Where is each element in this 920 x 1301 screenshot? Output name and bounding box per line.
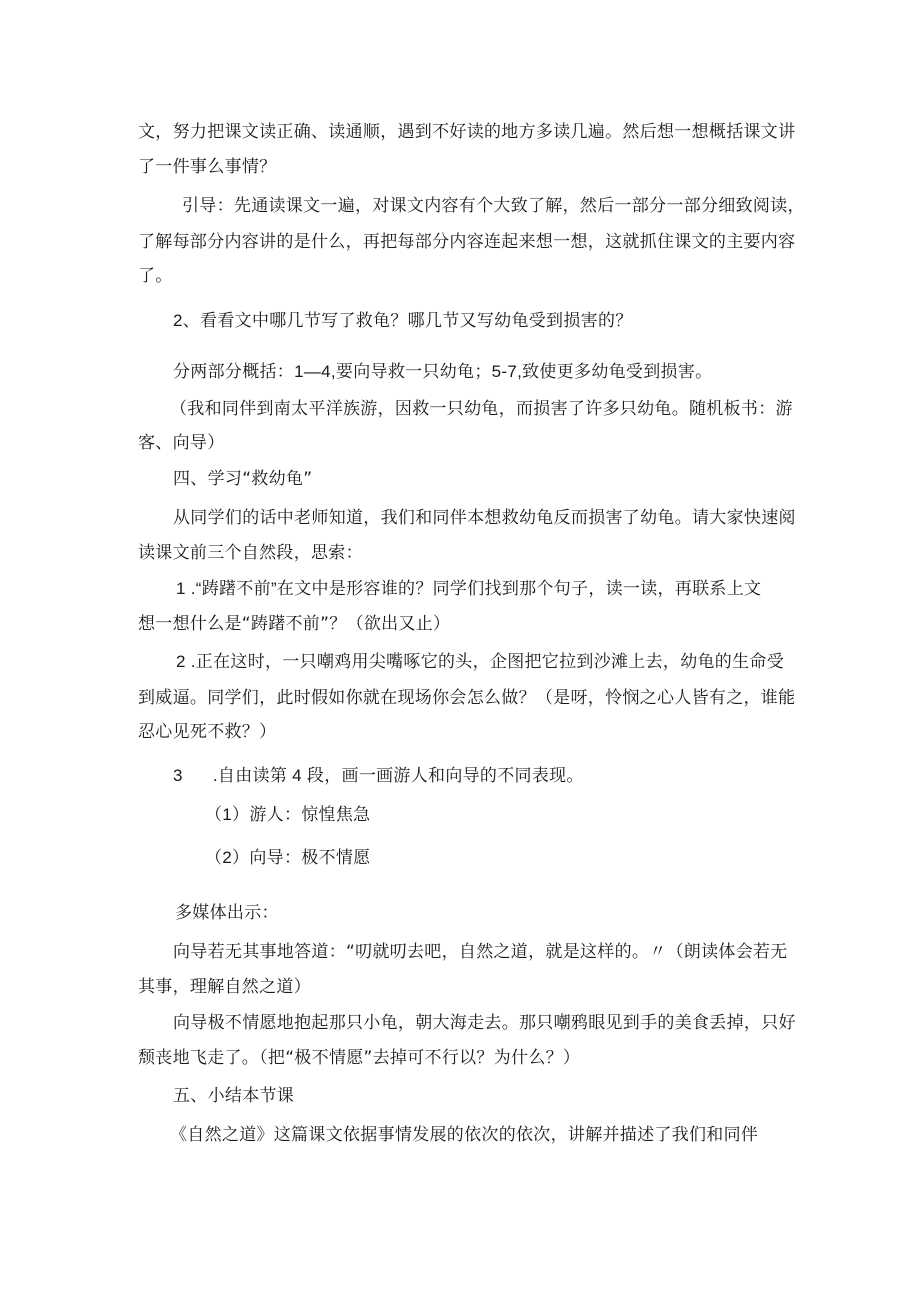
- text-line: 文，努力把课文读正确、读通顺，遇到不好读的地方多读几遍。然后想一想概括课文讲: [138, 122, 796, 142]
- section-heading: 五、小结本节课: [173, 1086, 295, 1106]
- text-line: 到威逼。同学们，此时假如你就在现场你会怎么做？（是呀，怜悯之心人皆有之，谁能: [138, 688, 796, 708]
- text-line: 从同学们的话中老师知道，我们和同伴本想救幼龟反而损害了幼龟。请大家快速阅: [173, 508, 796, 528]
- text-line: 客、向导）: [138, 433, 225, 453]
- list-item: （1）游人：惊惶焦急: [205, 805, 371, 824]
- text-line: 分两部分概括：1—4,要向导救一只幼龟；5-7,致使更多幼龟受到损害。: [173, 362, 713, 381]
- text-line: 了解每部分内容讲的是什么，再把每部分内容连起来想一想，这就抓住课文的主要内容: [138, 232, 796, 252]
- text-line: 向导若无其事地答道：“叨就叨去吧，自然之道，就是这样的。〃（朗读体会若无: [173, 942, 788, 962]
- text-line: 其事，理解自然之道）: [138, 977, 311, 997]
- text-line: 颓丧地飞走了。（把“极不情愿”去掉可不行以？为什么？）: [138, 1048, 581, 1068]
- text-line: （我和同伴到南太平洋族游，因救一只幼龟，而损害了许多只幼龟。随机板书：游: [170, 399, 793, 419]
- text-line: 引导：先通读课文一遍，对课文内容有个大致了解，然后一部分一部分细致阅读，: [182, 196, 805, 216]
- text-line: 《自然之道》这篇课文依据事情发展的依次的依次，讲解并描述了我们和同伴: [170, 1125, 759, 1145]
- text-line: 了一件事么事情？: [138, 157, 277, 177]
- text-line: 了。: [138, 266, 173, 286]
- text-line: 多媒体出示：: [175, 903, 279, 923]
- text-line: 读课文前三个自然段，思索：: [138, 543, 363, 563]
- list-item: （2）向导：极不情愿: [205, 848, 371, 867]
- text-line: 忍心见死不救？）: [138, 722, 277, 742]
- text-line: 2 .正在这时，一只嘲鸡用尖嘴啄它的头，企图把它拉到沙滩上去，幼龟的生命受: [176, 652, 784, 671]
- text-line: 3 .自由读第 4 段，画一画游人和向导的不同表现。: [173, 766, 584, 785]
- text-line: 向导极不情愿地抱起那只小龟，朝大海走去。那只嘲鸦眼见到手的美食丢掉，只好: [173, 1013, 796, 1033]
- text-line: 想一想什么是“踌躇不前”？（欲出又止）: [138, 614, 451, 634]
- text-line: 2、看看文中哪几节写了救龟？哪几节又写幼龟受到损害的？: [173, 311, 633, 330]
- text-line: 1 .“踌躇不前”在文中是形容谁的？同学们找到那个句子，读一读，再联系上文: [176, 579, 762, 598]
- section-heading: 四、学习“救幼龟”: [173, 469, 313, 489]
